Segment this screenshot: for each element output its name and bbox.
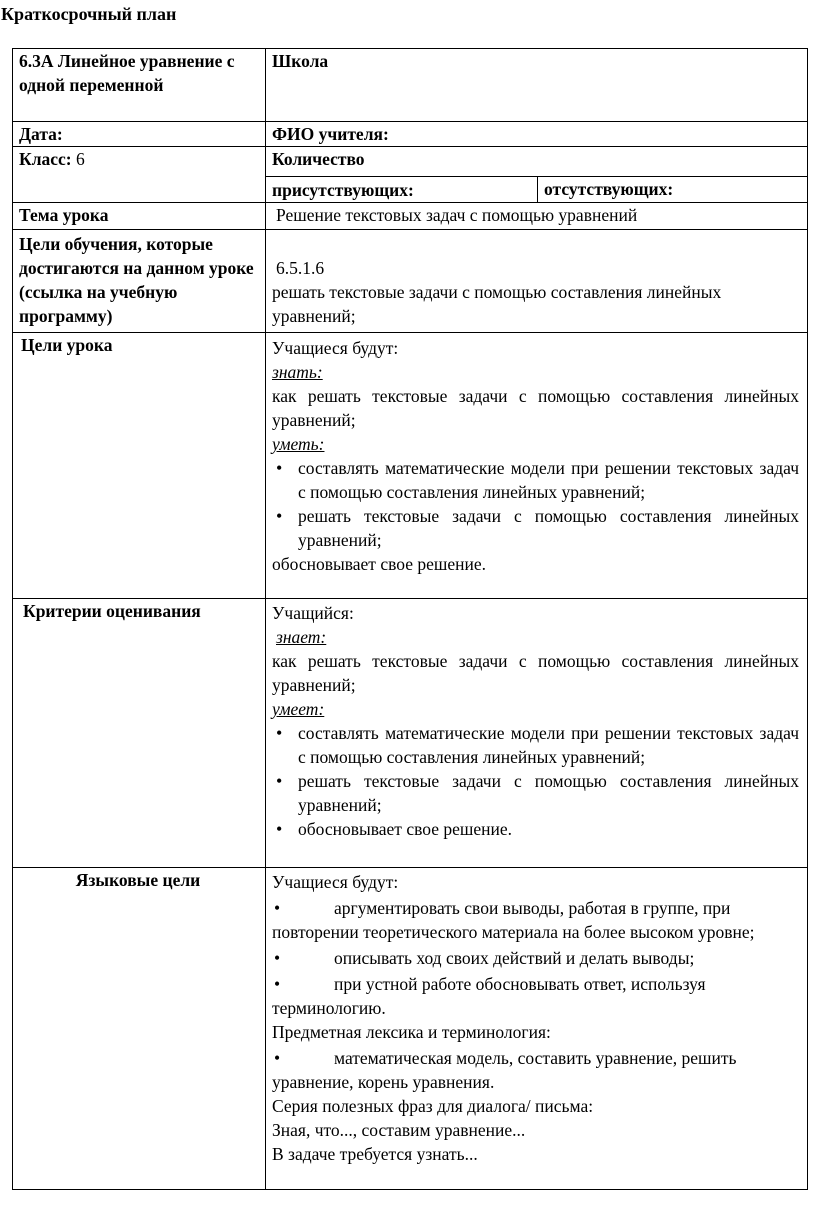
criteria-know-text: как решать текстовые задачи с помощью составления линейных уравнений;	[272, 651, 800, 695]
goals-can-label: уметь:	[272, 434, 325, 454]
criteria-can-item: • составлять математические модели при решении текстовых задач с помощью составления линейных уравнений;	[272, 721, 799, 769]
goals-intro: Учащиеся будут:	[272, 338, 399, 358]
date-cell	[13, 122, 266, 147]
language-intro: Учащиеся будут:	[272, 872, 399, 892]
objectives-value-cell	[266, 230, 808, 333]
school-label: Школа	[272, 51, 329, 71]
class-cell	[13, 147, 266, 203]
language-label-cell	[13, 868, 266, 1190]
vocab-heading: Предметная лексика и терминология:	[272, 1022, 551, 1042]
criteria-label: Критерии оценивания	[23, 601, 201, 621]
document-title: Краткосрочный план	[1, 4, 177, 24]
goals-can-item: • составлять математические модели при решении текстовых задач с помощью составления линейных уравнений;	[272, 456, 799, 504]
row-criteria	[13, 599, 808, 868]
row-language	[13, 868, 808, 1190]
bullet-icon: •	[274, 898, 281, 918]
phrase-2: В задаче требуется узнать...	[272, 1144, 478, 1164]
present-cell	[266, 177, 538, 203]
criteria-can-label: умеет:	[272, 699, 325, 719]
topic-label: Тема урока	[19, 205, 109, 225]
school-cell	[266, 49, 808, 122]
goals-label-cell	[13, 333, 266, 599]
phrase-1: Зная, что..., составим уравнение...	[272, 1120, 526, 1140]
row-lesson-goals	[13, 333, 808, 599]
objectives-code: 6.5.1.6	[276, 258, 325, 278]
lesson-title-cell	[13, 49, 266, 122]
objectives-label-cell	[13, 230, 266, 333]
lesson-plan-table	[12, 48, 808, 1190]
vocab-item: • математическая модель, составить уравнение, решить уравнение, корень уравнения.	[272, 1048, 737, 1092]
row-objectives	[13, 230, 808, 333]
criteria-can-item: • обосновывает свое решение.	[272, 817, 799, 841]
criteria-can-item: • решать текстовые задачи с помощью составления линейных уравнений;	[272, 769, 799, 817]
row-date	[13, 122, 808, 147]
bullet-icon: •	[274, 974, 281, 994]
criteria-intro: Учащийся:	[272, 603, 354, 623]
row-class-a	[13, 147, 808, 177]
criteria-know-label: знает:	[276, 627, 327, 647]
criteria-can-list	[272, 721, 799, 841]
topic-value-cell	[266, 203, 808, 230]
goals-label: Цели урока	[21, 335, 113, 355]
phrases-heading: Серия полезных фраз для диалога/ письма:	[272, 1096, 594, 1116]
language-item: • при устной работе обосновывать ответ, используя терминологию.	[272, 974, 706, 1018]
objectives-label: Цели обучения, которые достигаются на данном уроке (ссылка на учебную программу)	[19, 234, 254, 326]
teacher-cell	[266, 122, 808, 147]
criteria-label-cell	[13, 599, 266, 868]
language-item: • аргументировать свои выводы, работая в группе, при повторении теоретического материала на более высоком уровне;	[272, 898, 755, 942]
goals-can-item: • решать текстовые задачи с помощью составления линейных уравнений;	[272, 504, 799, 552]
present-label: присутствующих:	[272, 180, 414, 200]
date-label: Дата:	[19, 124, 63, 144]
goals-can-list	[272, 456, 799, 552]
lesson-title: 6.3А Линейное уравнение с одной переменной	[19, 51, 235, 95]
topic-value: Решение текстовых задач с помощью уравнений	[276, 205, 638, 225]
absent-label: отсутствующих:	[544, 179, 674, 199]
goals-closing: обосновывает свое решение.	[272, 554, 486, 574]
objectives-text: решать текстовые задачи с помощью составления линейных уравнений;	[272, 282, 722, 326]
language-value-cell	[266, 868, 808, 1190]
class-label: Класс:	[19, 149, 72, 169]
class-value: 6	[76, 149, 85, 169]
language-item: • описывать ход своих действий и делать выводы;	[274, 948, 695, 968]
goals-know-label: знать:	[272, 362, 323, 382]
goals-know-text: как решать текстовые задачи с помощью составления линейных уравнений;	[272, 386, 800, 430]
absent-cell	[538, 177, 808, 203]
bullet-icon: •	[274, 1048, 281, 1068]
criteria-value-cell	[266, 599, 808, 868]
count-cell	[266, 147, 808, 177]
topic-label-cell	[13, 203, 266, 230]
bullet-icon: •	[274, 948, 281, 968]
teacher-label: ФИО учителя:	[272, 124, 389, 144]
goals-value-cell	[266, 333, 808, 599]
language-label: Языковые цели	[75, 870, 201, 890]
row-topic	[13, 203, 808, 230]
count-label: Количество	[272, 149, 365, 169]
row-lesson	[13, 49, 808, 122]
